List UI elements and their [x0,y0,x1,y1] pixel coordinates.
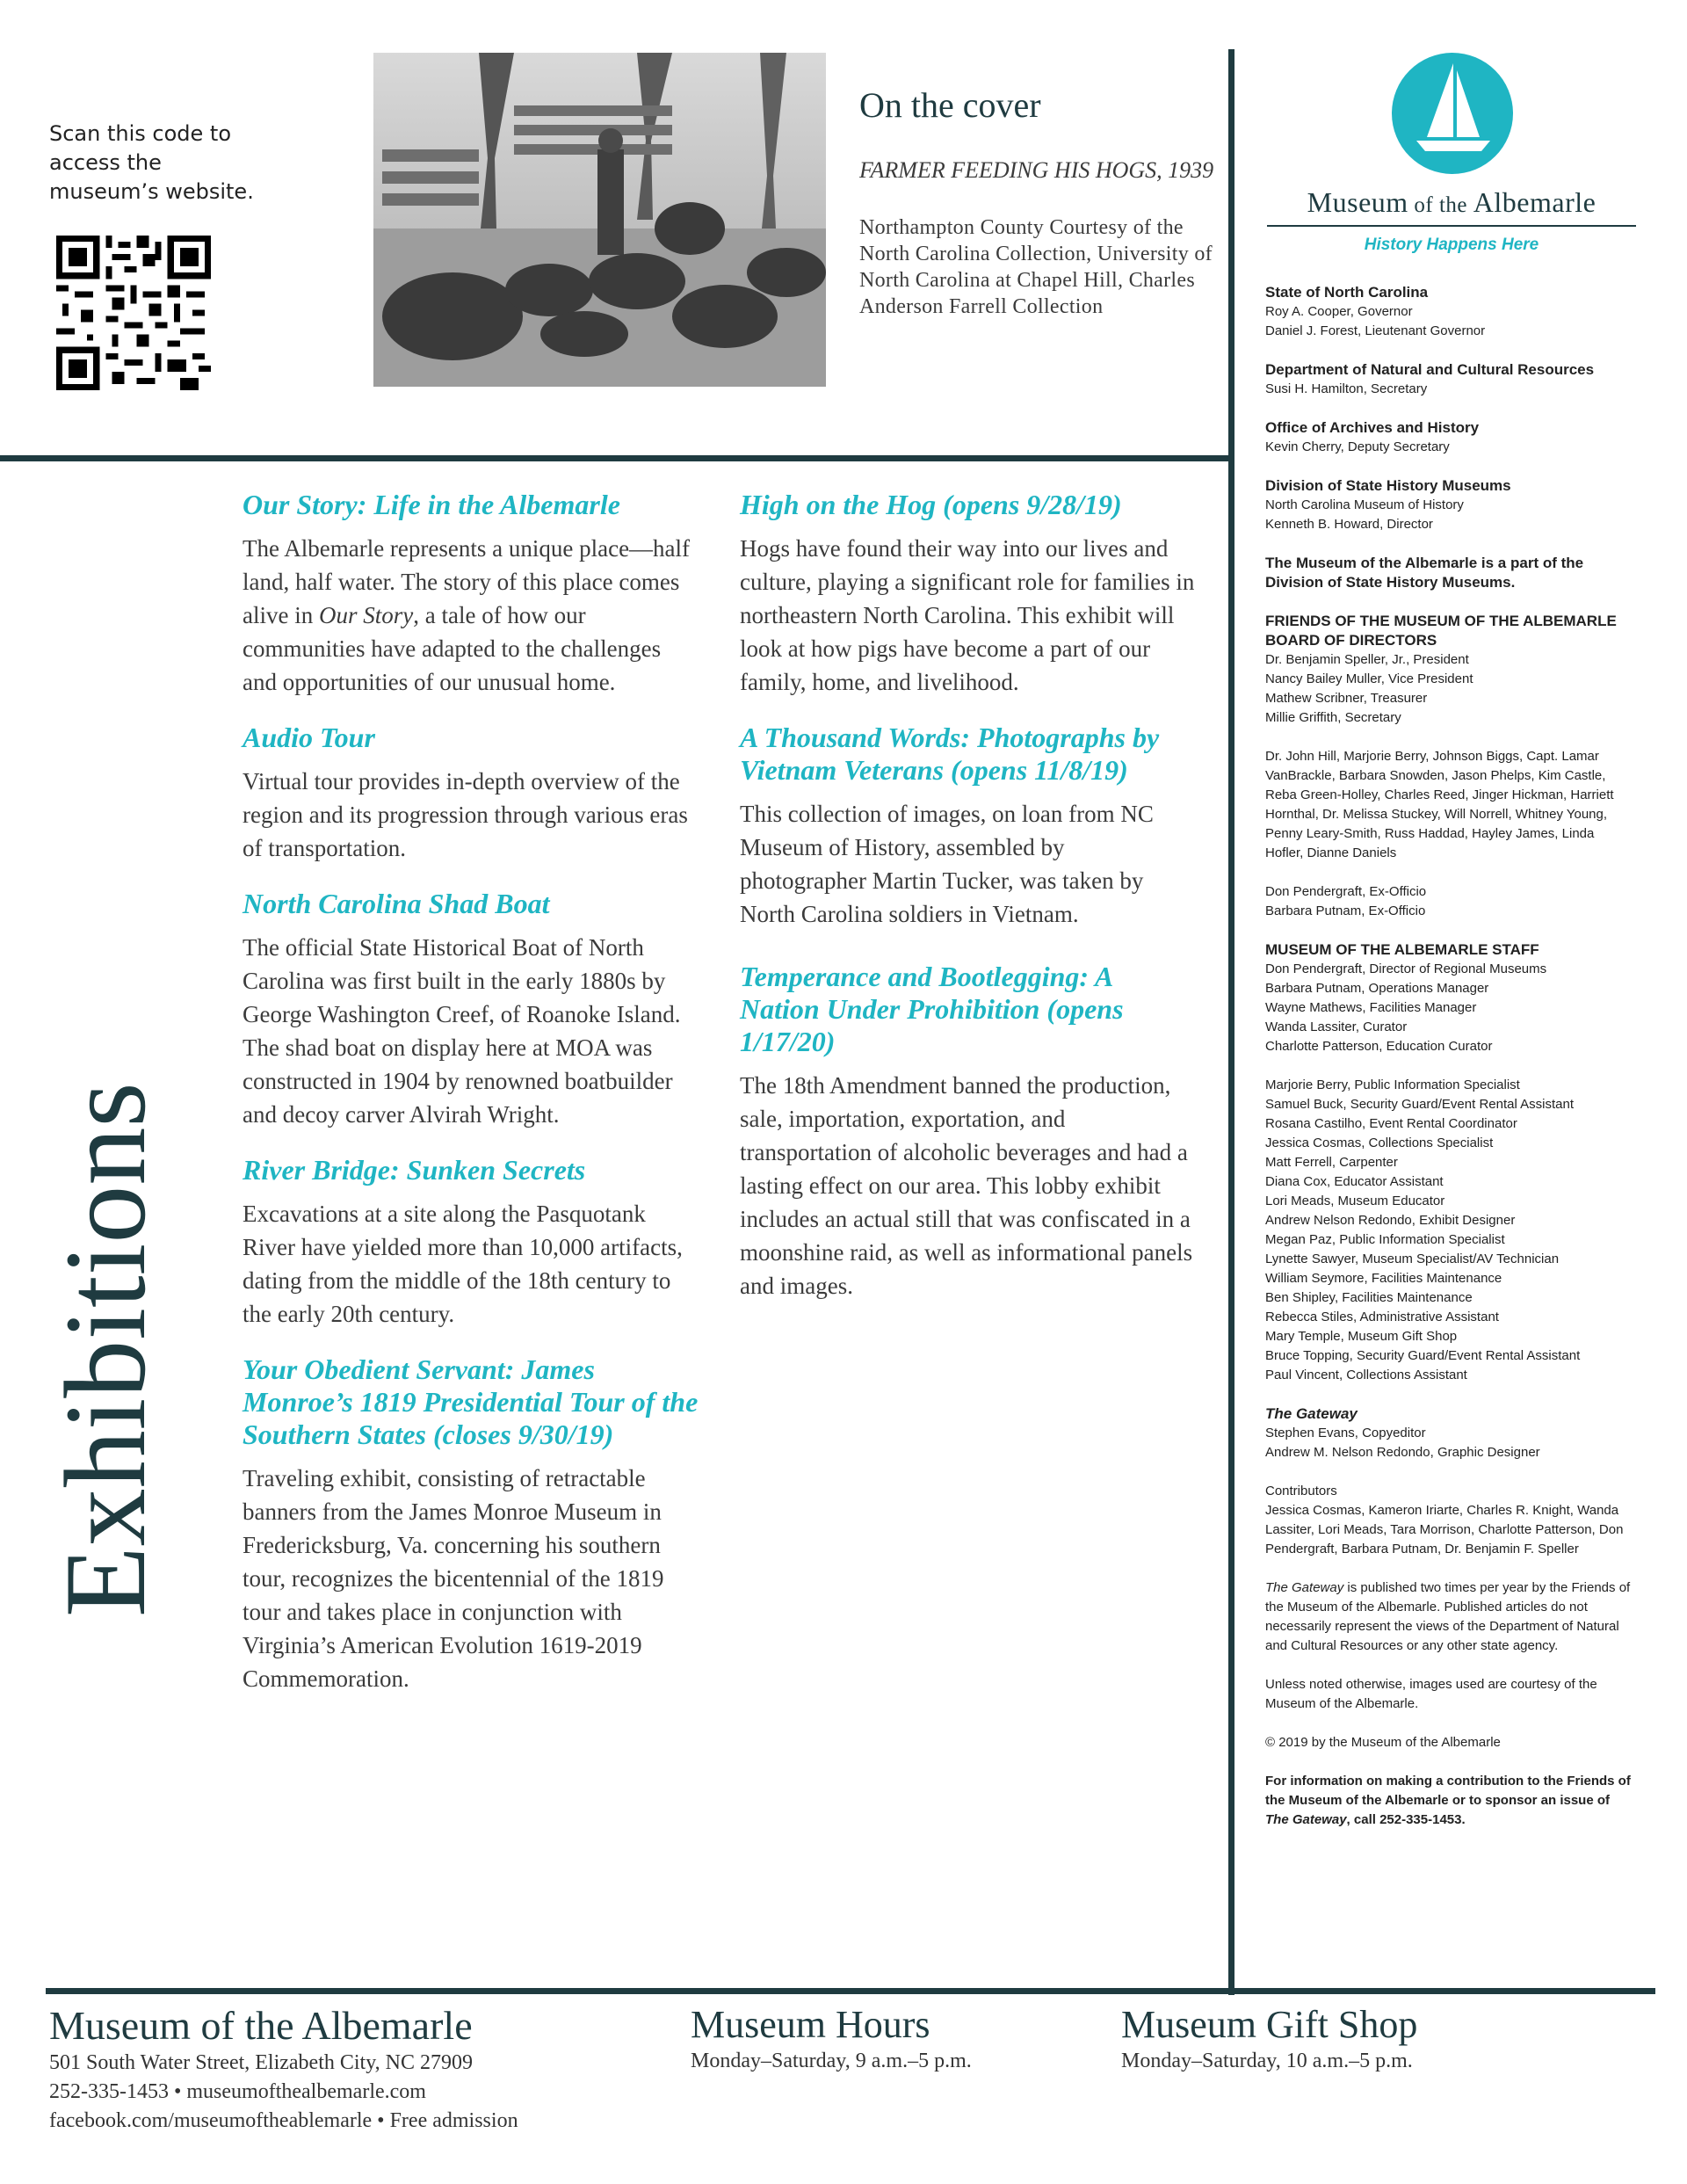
logo-tagline: History Happens Here [1364,236,1539,254]
published-note [1265,1578,1634,1656]
exhibit-title: Our Story: Life in the Albemarle [243,489,620,520]
logo-word-albemarle: Albemarle [1473,186,1596,218]
dncr-heading: Department of Natural and Cultural Resources [1265,361,1595,378]
contribution-before: For information on making a contribution to the Friends of the Museum of the Albemarle or to sponsor an issue of [1265,1774,1631,1808]
gift-shop-title: Museum Gift Shop [1121,2003,1418,2046]
copyright: © 2019 by the Museum of the Albemarle [1265,1735,1501,1750]
footer-divider [46,1988,1655,1994]
masthead-sidebar [1265,283,1634,1849]
dshm-heading: Division of State History Museums [1265,477,1511,494]
published-italic: The Gateway [1265,1580,1344,1595]
exhibit-description: Traveling exhibit, consisting of retractable banners from the James Monroe Museum in Fredericksburg, Va. concerning his southern tour, recognizes the bicentennial of the 1819 tour and takes place in conjunction with Virginia’s American Evolution 1619-2019 Commemoration. [243,1465,664,1692]
exhibit-description: Hogs have found their way into our lives and culture, playing a significant role for families in northeastern North Carolina. This exhibit will look at how pigs have become a part of our family, home, and livelihood. [740,535,1195,695]
exhibit-description: This collection of images, on loan from NC Museum of History, assembled by photographer Martin Tucker, was taken by North Carolina soldiers in Vietnam. [740,801,1154,927]
staff-lead: Don Pendergraft, Director of Regional Museums Barbara Putnam, Operations Manager Wayne Mathews, Facilities Manager Wanda Lassiter, Curator Charlotte Patterson, Education Curator [1265,961,1547,1054]
gateway-lines: Stephen Evans, Copyeditor Andrew M. Nelson Redondo, Graphic Designer [1265,1426,1540,1460]
hours-text: Monday–Saturday, 9 a.m.–5 p.m. [691,2050,972,2072]
footer-museum-name: Museum of the Albemarle [49,2003,473,2048]
exhibit-item [243,489,699,699]
oah-group [1265,418,1634,457]
exhibits-left-column [243,489,699,1695]
exhibit-text: , a tale of how our communities have adapted to the challenges and opportunities of our unusual home. [243,602,662,695]
exhibit-title: Your Obedient Servant: James Monroe’s 1819 Presidential Tour of the Southern States (closes 9/30/19) [243,1353,699,1450]
qr-code[interactable] [56,236,211,390]
exhibit-description: The official State Historical Boat of North Carolina was first built in the early 1880s by George Washington Creef, of Roanoke Island. The shad boat on display here at MOA was constructed in 1904 by renowned boatbuilder and decoy carver Alvirah Wright. [243,934,681,1128]
state-lines: Roy A. Cooper, Governor Daniel J. Forest, Lieutenant Governor [1265,304,1486,338]
gift-shop-text: Monday–Saturday, 10 a.m.–5 p.m. [1121,2050,1413,2072]
dncr-lines: Susi H. Hamilton, Secretary [1265,381,1428,396]
dshm-lines: North Carolina Museum of History Kenneth B. Howard, Director [1265,497,1464,532]
contributors-group [1265,1482,1634,1559]
exhibit-description [243,532,699,699]
exhibit-description: Virtual tour provides in-depth overview of the region and its progression through various eras of transportation. [243,768,688,861]
dshm-group [1265,476,1634,534]
contribution-note [1265,1772,1634,1830]
exhibit-item [243,1353,699,1695]
exhibit-description: Excavations at a site along the Pasquotank River have yielded more than 10,000 artifacts, dating from the middle of the 18th century to the early 20th century. [243,1201,683,1327]
state-heading: State of North Carolina [1265,284,1429,301]
footer-gift-shop [1121,2002,1648,2076]
cover-heading: On the cover [859,85,1041,125]
exhibit-title: Temperance and Bootlegging: A Nation Under Prohibition (opens 1/17/20) [740,961,1124,1057]
part-of-statement: The Museum of the Albemarle is a part of the Division of State History Museums. [1265,555,1584,591]
exhibit-item [243,888,699,1131]
staff-heading: MUSEUM OF THE ALBEMARLE STAFF [1265,941,1539,958]
exhibit-title: High on the Hog (opens 9/28/19) [740,489,1122,520]
contributors-lines: Jessica Cosmas, Kameron Iriarte, Charles R. Knight, Wanda Lassiter, Lori Meads, Tara Morrison, Charlotte Patterson, Don Pendergraft, Barbara Putnam, Dr. Benjamin F. Speller [1265,1503,1624,1556]
exhibit-title: Audio Tour [243,722,375,753]
footer-phone-web[interactable]: 252-335-1453 • museumofthealbemarle.com [49,2080,426,2103]
exhibit-text: The Albemarle represents a unique place—half land, half water. The story of this place comes alive in [243,535,691,628]
staff-list: Marjorie Berry, Public Information Specialist Samuel Buck, Security Guard/Event Rental Assistant Rosana Castilho, Event Rental Coordinator Jessica Cosmas, Collections Specialist Matt Ferrell, Carpenter Diana Cox, Educator Assistant Lori Meads, Museum Educator Andrew Nelson Redondo, Exhibit Designer Megan Paz, Public Information Specialist Lynette Sawyer, Museum Specialist/AV Technician William Seymore, Facilities Maintenance Ben Shipley, Facilities Maintenance Rebecca Stiles, Administrative Assistant Mary Temple, Museum Gift Shop Bruce Topping, Security Guard/Event Rental Assistant Paul Vincent, Collections Assistant [1265,1077,1581,1382]
exhibit-item [243,1154,699,1331]
gateway-group [1265,1404,1634,1462]
footer-address: 501 South Water Street, Elizabeth City, NC 27909 [49,2051,474,2074]
logo-word-of-the: of the [1408,193,1473,217]
exhibit-item [740,489,1197,699]
header-divider [0,455,1230,461]
logo-word-museum: Museum [1307,186,1408,218]
published-rest: is published two times per year by the Friends of the Museum of the Albemarle. Published articles do not necessarily represent the views of the Department of Natural and Cultural Resources or any other state agency. [1265,1580,1631,1653]
dncr-group [1265,360,1634,399]
friends-members: Dr. John Hill, Marjorie Berry, Johnson Biggs, Capt. Lamar VanBrackle, Barbara Snowden, Jason Phelps, Kim Castle, Reba Green-Holley, Charles Reed, Jinger Hickman, Harriett Hornthal, Dr. Melissa Stuckey, Will Norrell, Whitney Young, Penny Leary-Smith, Russ Haddad, Hayley James, Linda Hofler, Dianne Daniels [1265,749,1614,860]
hours-title: Museum Hours [691,2003,930,2046]
vertical-divider [1228,49,1234,1995]
staff-group [1265,940,1634,1056]
oah-heading: Office of Archives and History [1265,419,1480,436]
contribution-italic: The Gateway [1265,1812,1347,1827]
contributors-heading: Contributors [1265,1484,1337,1498]
exhibit-description: The 18th Amendment banned the production, sale, importation, exportation, and transportation of alcoholic beverages and had a lasting effect on our area. This lobby exhibit includes an actual still that was confiscated in a moonshine raid, as well as informational panels and images. [740,1072,1193,1299]
images-note: Unless noted otherwise, images used are courtesy of the Museum of the Albemarle. [1265,1677,1597,1711]
exhibits-right-column [740,489,1197,1302]
exhibit-title: North Carolina Shad Boat [243,888,550,919]
exhibit-item [740,961,1197,1302]
museum-logo[interactable] [1392,53,1513,174]
sailboat-icon [1392,53,1513,174]
state-group [1265,283,1634,341]
exhibit-item [243,722,699,865]
museum-name-logo [1267,186,1636,219]
friends-heading: FRIENDS OF THE MUSEUM OF THE ALBEMARLE BOARD OF DIRECTORS [1265,613,1617,649]
cover-photo [373,53,826,387]
contribution-after: , call 252-335-1453. [1346,1812,1466,1827]
footer-facebook[interactable]: facebook.com/museumoftheablemarle • Free admission [49,2109,518,2132]
logo-rule [1267,225,1636,227]
cover-title: FARMER FEEDING HIS HOGS, 1939 [859,157,1214,183]
cover-caption: Northampton County Courtesy of the North Carolina Collection, University of North Carolina at Chapel Hill, Charles Anderson Farrell Collection [859,216,1213,318]
friends-officers: Dr. Benjamin Speller, Jr., President Nancy Bailey Muller, Vice President Mathew Scribner, Treasurer Millie Griffith, Secretary [1265,652,1473,725]
exhibit-title: River Bridge: Sunken Secrets [243,1154,586,1186]
page-title: Exhibitions [40,1082,170,1617]
exhibit-text-italic: Our Story [318,602,414,628]
friends-exofficio: Don Pendergraft, Ex-Officio Barbara Putnam, Ex-Officio [1265,884,1427,918]
qr-instruction: Scan this code to access the museum’s website. [49,121,254,204]
footer-hours [691,2002,1095,2076]
gateway-heading: The Gateway [1265,1405,1358,1422]
exhibit-title: A Thousand Words: Photographs by Vietnam Veterans (opens 11/8/19) [740,722,1160,786]
footer-museum-info [49,2002,682,2136]
exhibit-item [740,722,1197,931]
friends-board-group [1265,612,1634,728]
oah-lines: Kevin Cherry, Deputy Secretary [1265,439,1450,454]
